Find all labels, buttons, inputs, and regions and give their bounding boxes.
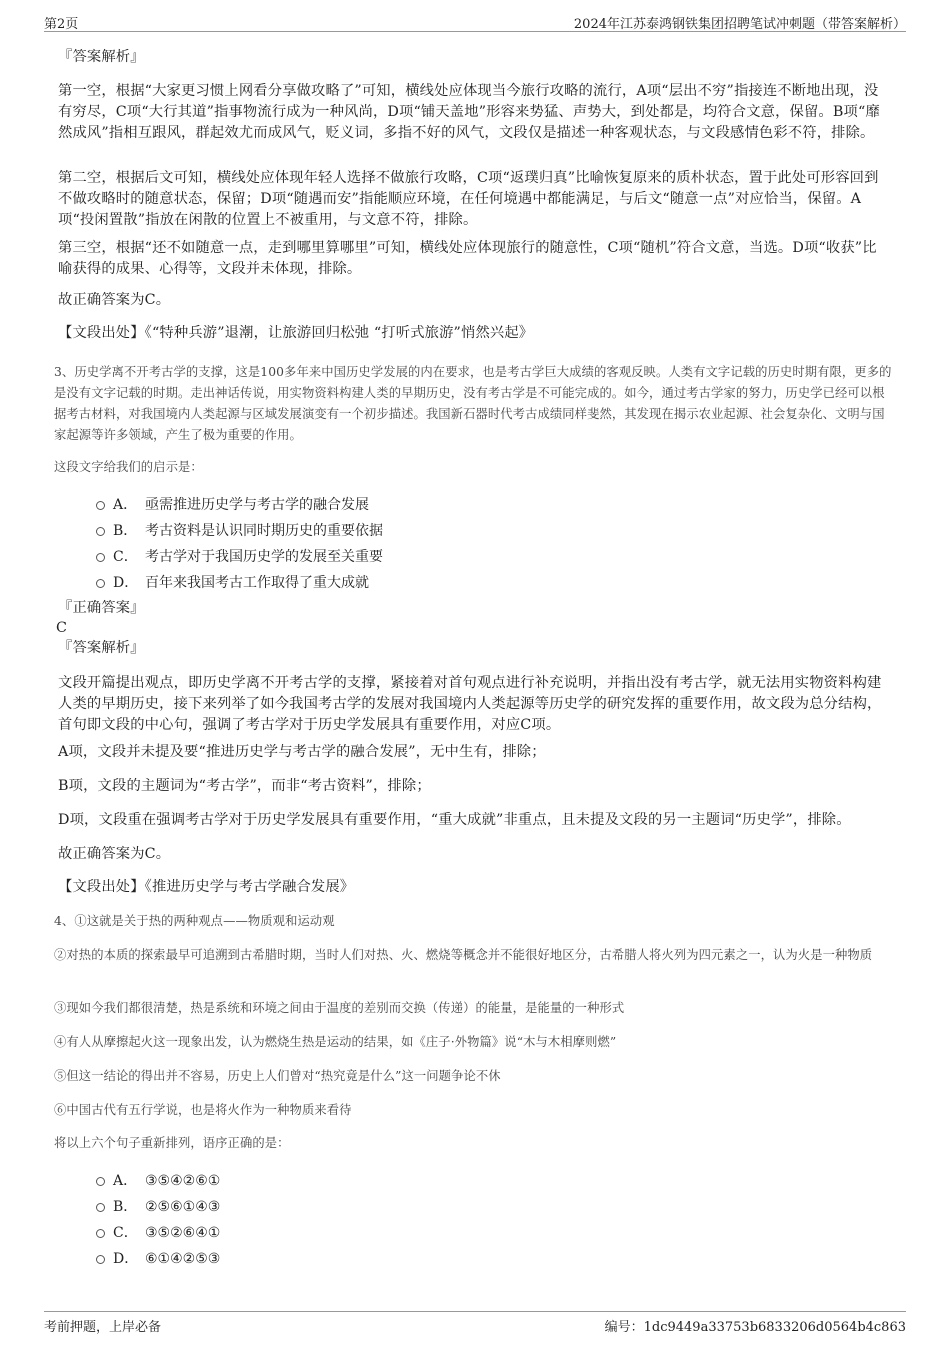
q4-option-c[interactable]: C． ③⑤②⑥④① <box>96 1222 220 1242</box>
radio-icon[interactable] <box>96 1203 105 1212</box>
q4-sentence-4: ④有人从摩擦起火这一现象出发，认为燃烧生热是运动的结果，如《庄子·外物篇》说“木与木相摩则燃” <box>54 1035 617 1049</box>
q3-answer-label: 『正确答案』 <box>58 600 145 616</box>
radio-icon[interactable] <box>96 1229 105 1238</box>
q3-option-d[interactable]: D． 百年来我国考古工作取得了重大成就 <box>96 572 369 592</box>
page-number: 第2页 <box>44 17 79 32</box>
q2-conclusion: 故正确答案为C。 <box>58 292 171 308</box>
q2-analysis-label: 『答案解析』 <box>58 49 145 65</box>
radio-icon[interactable] <box>96 1255 105 1264</box>
q3-option-c[interactable]: C． 考古学对于我国历史学的发展至关重要 <box>96 546 383 566</box>
q3-analysis-a1: 文段开篇提出观点，即历史学离不开考古学的支撑，紧接着对首句观点进行补充说明，并指出没有考古学，就无法用实物资料构建人类的早期历史，接下来列举了如今我国考古学的发展对我国境内人类起源等历史学的研究发挥的重要作用，故文段为总分结构，首句即文段的中心句，强调了考古学对于历史学发展具有重要作用，对应C项。 <box>58 675 882 733</box>
q3-analysis-label: 『答案解析』 <box>58 640 145 656</box>
radio-icon[interactable] <box>96 527 105 536</box>
q3-conclusion: 故正确答案为C。 <box>58 846 171 862</box>
document-id: 编号：1dc9449a33753b6833206d0564b4c863 <box>604 1320 906 1335</box>
q3-analysis-a4: D项，文段重在强调考古学对于历史学发展具有重要作用，“重大成就”非重点，且未提及文段的另一主题词“历史学”，排除。 <box>58 812 851 828</box>
q2-source: 【文段出处】《“特种兵游”退潮，让旅游回归松弛 “打听式旅游”悄然兴起》 <box>58 325 534 341</box>
q3-option-b[interactable]: B． 考古资料是认识同时期历史的重要依据 <box>96 520 383 540</box>
q4-option-b[interactable]: B． ②⑤⑥①④③ <box>96 1196 220 1216</box>
q3-answer: C <box>56 620 68 636</box>
footer-slogan: 考前押题，上岸必备 <box>44 1320 162 1335</box>
q3-option-a[interactable]: A． 亟需推进历史学与考古学的融合发展 <box>96 494 369 514</box>
q4-sentence-6: ⑥中国古代有五行学说，也是将火作为一种物质来看待 <box>54 1103 352 1117</box>
q4-sentence-1: 4、①这就是关于热的两种观点——物质观和运动观 <box>54 914 335 928</box>
q4-sentence-2: ②对热的本质的探索最早可追溯到古希腊时期，当时人们对热、火、燃烧等概念并不能很好地区分，古希腊人将火列为四元素之一，认为火是一种物质 <box>54 948 873 962</box>
q3-analysis-a3: B项，文段的主题词为“考古学”，而非“考古资料”，排除； <box>58 778 431 794</box>
q3-source: 【文段出处】《推进历史学与考古学融合发展》 <box>58 879 355 895</box>
q3-stem: 3、历史学离不开考古学的支撑，这是100多年来中国历史学发展的内在要求，也是考古学巨大成绩的客观反映。人类有文字记载的历史时期有限，更多的是没有文字记载的时期。走出神话传说，用实物资料构建人类的早期历史，没有考古学是不可能完成的。如今，通过考古学家的努力，历史学已经可以根据考古材料，对我国境内人类起源与区域发展演变有一个初步描述。我国新石器时代考古成绩同样斐然，其发现在揭示农业起源、社会复杂化、文明与国家起源等许多领域，产生了极为重要的作用。 <box>54 365 892 442</box>
q4-sentence-5: ⑤但这一结论的得出并不容易，历史上人们曾对“热究竟是什么”这一问题争论不休 <box>54 1069 501 1083</box>
radio-icon[interactable] <box>96 579 105 588</box>
radio-icon[interactable] <box>96 501 105 510</box>
q3-analysis-a2: A项，文段并未提及要“推进历史学与考古学的融合发展”，无中生有，排除； <box>58 744 546 760</box>
radio-icon[interactable] <box>96 553 105 562</box>
q4-question: 将以上六个句子重新排列，语序正确的是： <box>54 1136 290 1150</box>
document-title: 2024年江苏泰鸿钢铁集团招聘笔试冲刺题（带答案解析） <box>573 17 906 32</box>
page-header <box>44 10 906 32</box>
q4-option-d[interactable]: D． ⑥①④②⑤③ <box>96 1248 220 1268</box>
radio-icon[interactable] <box>96 1177 105 1186</box>
page-footer <box>44 1311 906 1335</box>
q2-analysis-p2: 第二空，根据后文可知，横线处应体现年轻人选择不做旅行攻略，C项“返璞归真”比喻恢复原来的质朴状态，置于此处可形容回到不做攻略时的随意状态，保留；D项“随遇而安”指能顺应环境，在任何境遇中都能满足，与后文“随意一点”对应恰当，保留。A项“投闲置散”指放在闲散的位置上不被重用，与文意不符，排除。 <box>58 170 879 228</box>
q2-analysis-p1: 第一空，根据“大家更习惯上网看分享做攻略了”可知，横线处应体现当今旅行攻略的流行，A项“层出不穷”指接连不断地出现，没有穷尽，C项“大行其道”指事物流行成为一种风尚，D项“铺天盖地”形容来势猛、声势大，到处都是，均符合文意，保留。B项“靡然成风”指相互跟风，群起效尤而成风气，贬义词，多指不好的风气，文段仅是描述一种客观状态，与文段感情色彩不符，排除。 <box>58 83 880 141</box>
q4-option-a[interactable]: A． ③⑤④②⑥① <box>96 1170 220 1190</box>
q3-question: 这段文字给我们的启示是： <box>54 460 203 474</box>
q4-sentence-3: ③现如今我们都很清楚，热是系统和环境之间由于温度的差别而交换（传递）的能量，是能量的一种形式 <box>54 1001 625 1015</box>
q2-analysis-p3: 第三空，根据“还不如随意一点，走到哪里算哪里”可知，横线处应体现旅行的随意性，C项“随机”符合文意，当选。D项“收获”比喻获得的成果、心得等，文段并未体现，排除。 <box>58 240 877 277</box>
